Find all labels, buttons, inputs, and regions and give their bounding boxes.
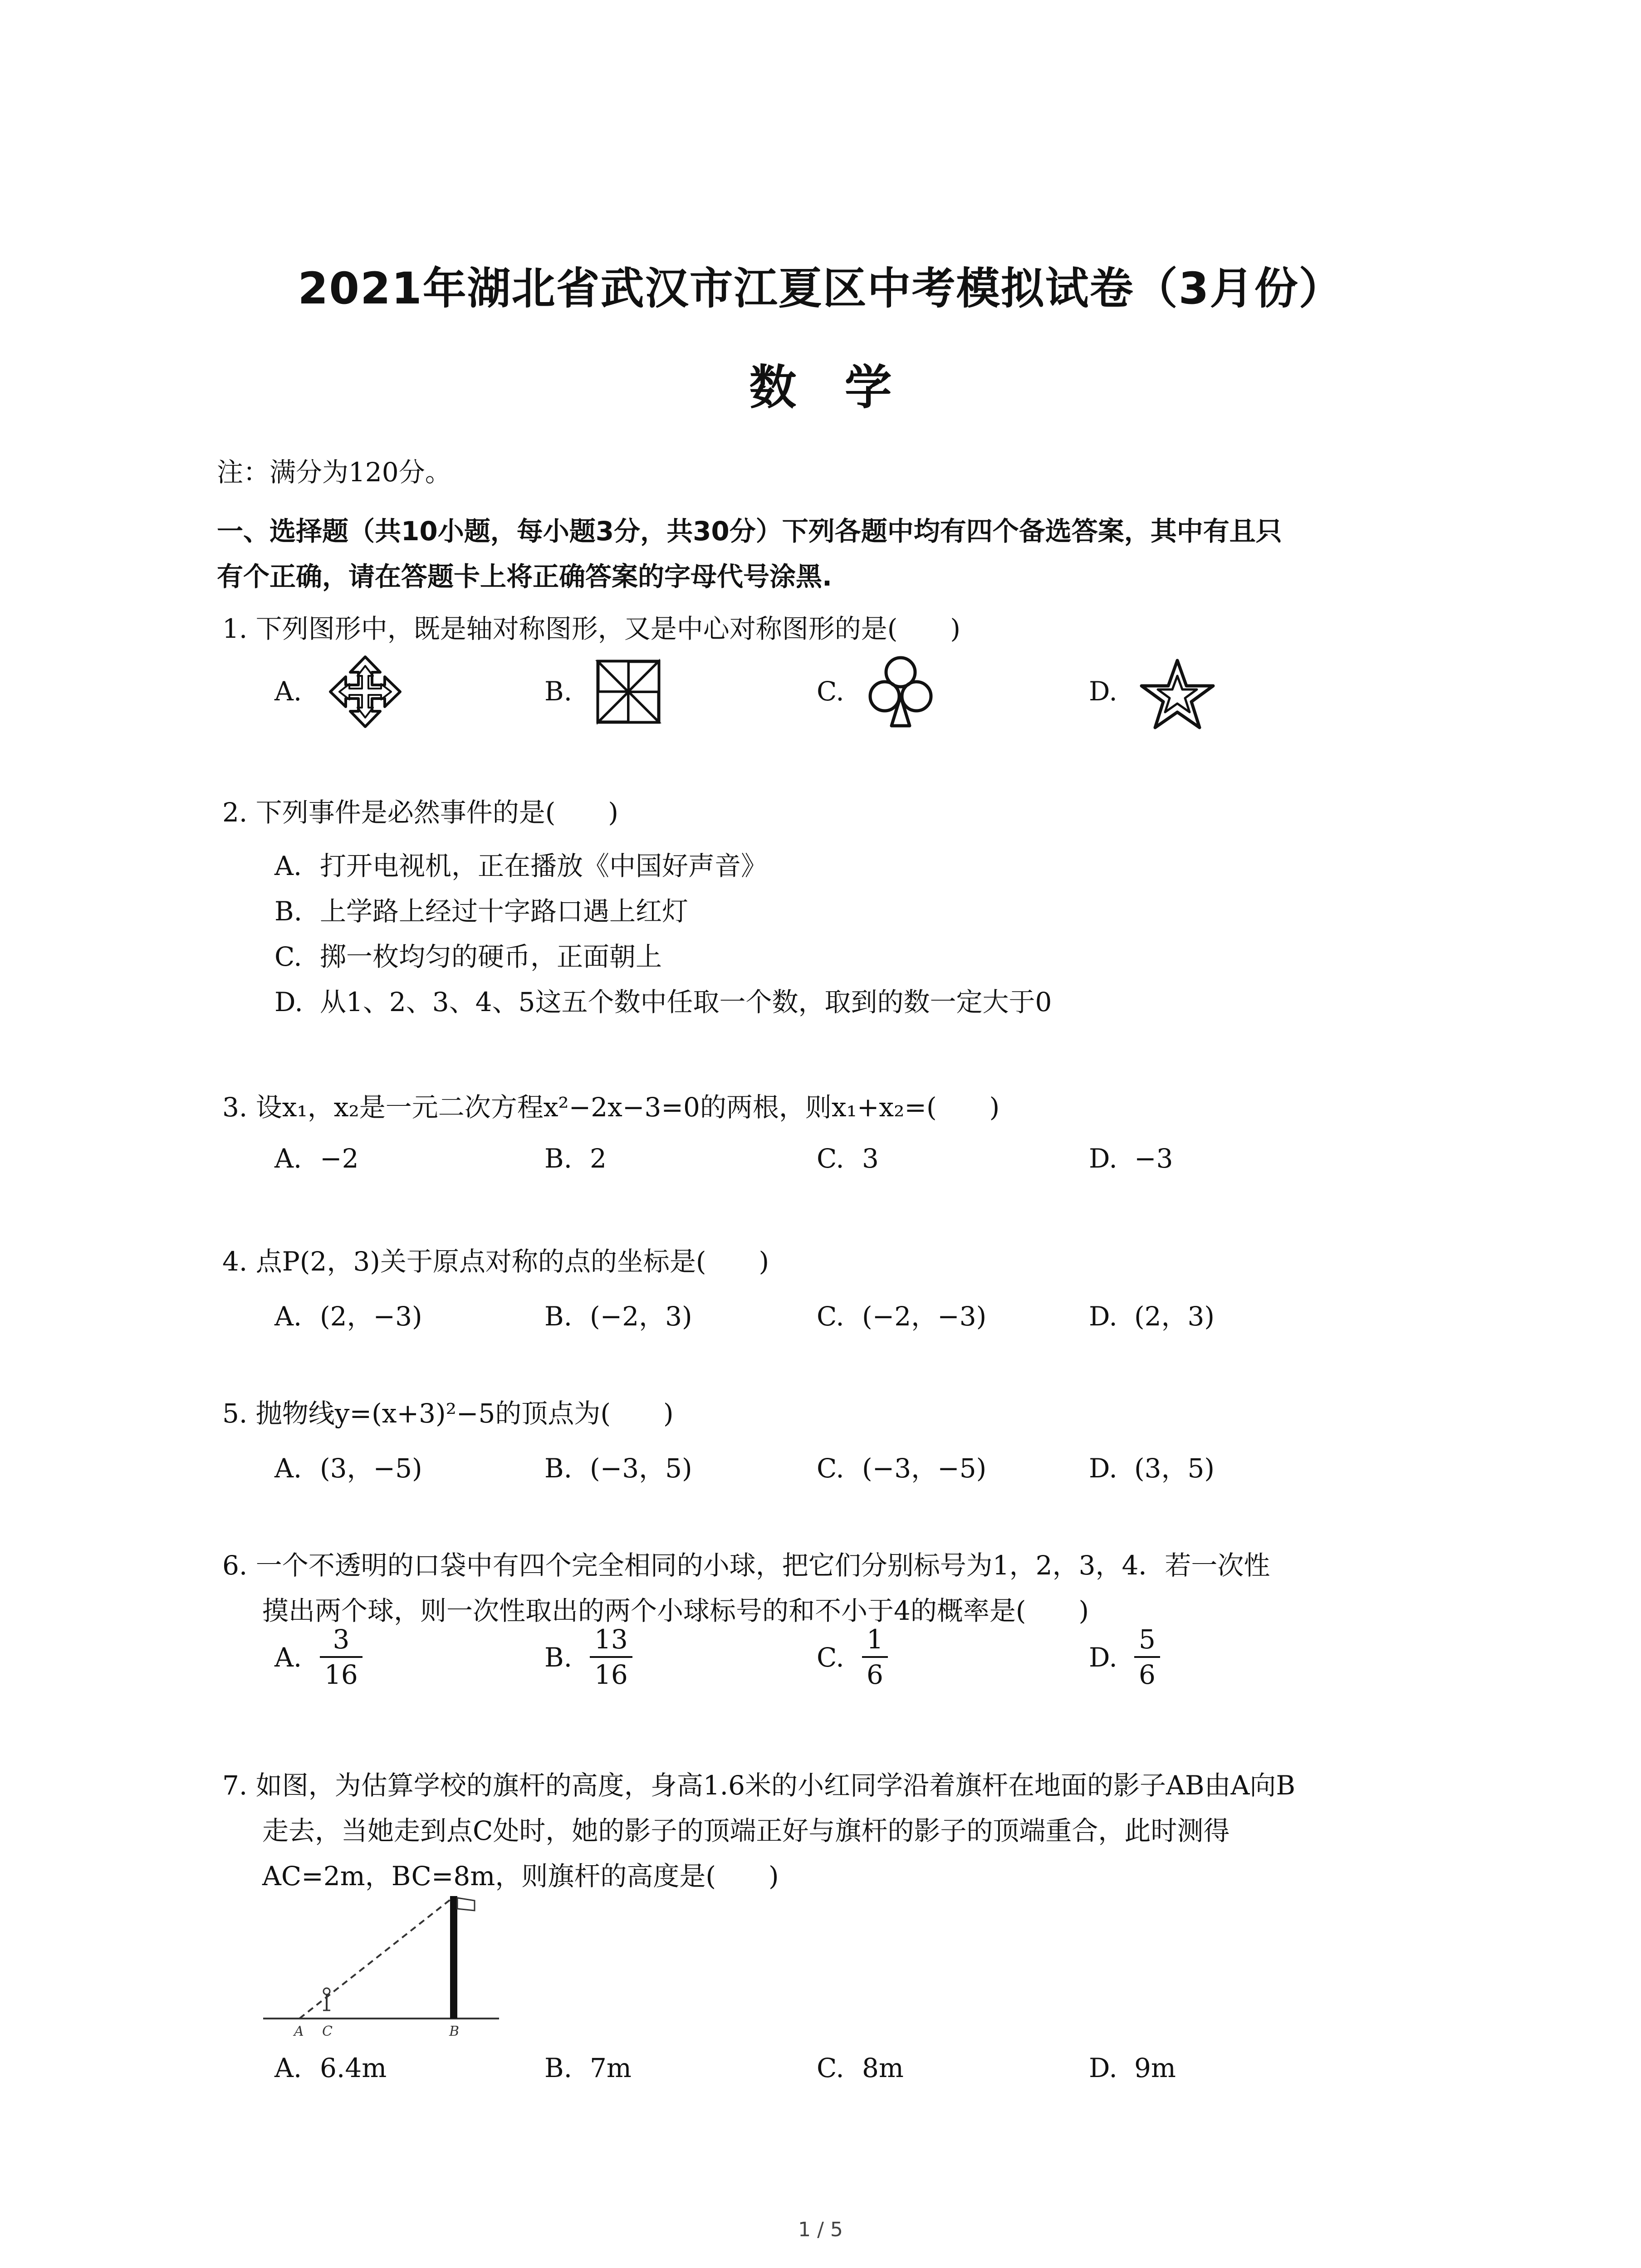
- question-7-stem: 7. 如图，为估算学校的旗杆的高度，身高1.6米的小红同学沿着旗杆在地面的影子AB由A向B: [222, 1770, 1296, 1801]
- option-label: D.: [1089, 1143, 1117, 1174]
- point-a-label: A: [294, 2024, 304, 2039]
- q4-option-b[interactable]: [544, 1295, 692, 1333]
- option-text: 2: [590, 1143, 607, 1174]
- option-text: 9m: [1134, 2053, 1176, 2083]
- question-2-stem: 2. 下列事件是必然事件的是( ): [222, 797, 619, 828]
- question-7-stem-cont-2: AC=2m，BC=8m，则旗杆的高度是( ): [262, 1861, 779, 1892]
- section-heading-line-2: 有个正确，请在答题卡上将正确答案的字母代号涂黑.: [217, 561, 833, 592]
- four-arrows-icon: [327, 653, 404, 730]
- section-heading-line-1: 一、选择题（共10小题，每小题3分，共30分）下列各题中均有四个备选答案，其中有且只: [217, 516, 1282, 547]
- q6-option-a-label[interactable]: A.: [274, 1642, 302, 1673]
- option-text: (3，5): [1134, 1453, 1215, 1484]
- option-label: A.: [274, 676, 302, 707]
- option-text: 7m: [590, 2053, 632, 2083]
- q6-option-d-label[interactable]: D.: [1089, 1642, 1117, 1673]
- q3-option-c[interactable]: [817, 1143, 879, 1174]
- q6-option-c-label[interactable]: C.: [817, 1642, 844, 1673]
- star-icon: [1139, 658, 1216, 730]
- club-icon: [867, 653, 935, 730]
- q5-option-b[interactable]: [544, 1447, 692, 1485]
- q6-option-d-fraction: [1134, 1626, 1160, 1688]
- option-label: D.: [1089, 676, 1117, 707]
- option-text: −3: [1134, 1143, 1173, 1174]
- denominator: 16: [320, 1656, 362, 1688]
- q1-option-a[interactable]: [274, 676, 302, 707]
- denominator: 6: [862, 1656, 888, 1688]
- q3-option-a[interactable]: [274, 1143, 359, 1174]
- q4-option-d[interactable]: [1089, 1295, 1215, 1333]
- option-label: C.: [817, 1453, 844, 1484]
- q7-option-c[interactable]: [817, 2053, 904, 2083]
- exam-title: 2021年湖北省武汉市江夏区中考模拟试卷（3月份）: [298, 263, 1343, 314]
- option-label: D.: [1089, 2053, 1117, 2083]
- q1-option-c[interactable]: [817, 676, 844, 707]
- q3-option-b[interactable]: [544, 1143, 607, 1174]
- option-text: (2，−3): [320, 1301, 422, 1332]
- q2-option-c[interactable]: [274, 935, 662, 973]
- numerator: 3: [333, 1624, 350, 1655]
- numerator: 5: [1139, 1624, 1156, 1655]
- q4-option-c[interactable]: [817, 1295, 986, 1333]
- option-label: C.: [817, 1301, 844, 1332]
- option-label: C.: [817, 1143, 844, 1174]
- option-text: (3，−5): [320, 1453, 422, 1484]
- question-3-stem: 3. 设x₁，x₂是一元二次方程x²−2x−3=0的两根，则x₁+x₂=( ): [222, 1092, 1000, 1123]
- point-c-label: C: [322, 2024, 333, 2039]
- option-text: (−3，−5): [862, 1453, 987, 1484]
- option-text: 掷一枚均匀的硬币，正面朝上: [320, 941, 662, 972]
- option-label: C.: [274, 941, 302, 972]
- option-label: D.: [1089, 1301, 1117, 1332]
- q7-option-d[interactable]: [1089, 2053, 1176, 2083]
- option-label: A.: [274, 850, 302, 881]
- option-text: 8m: [862, 2053, 904, 2083]
- option-text: 打开电视机，正在播放《中国好声音》: [320, 850, 768, 881]
- q7-option-b[interactable]: [544, 2053, 632, 2083]
- option-label: B.: [544, 1453, 573, 1484]
- question-1-stem: 1. 下列图形中，既是轴对称图形，又是中心对称图形的是( ): [222, 613, 961, 644]
- option-text: 3: [862, 1143, 879, 1174]
- q5-option-d[interactable]: [1089, 1447, 1215, 1485]
- denominator: 16: [590, 1656, 632, 1688]
- numerator: 13: [594, 1624, 628, 1655]
- option-text: (−3，5): [590, 1453, 692, 1484]
- option-text: (−2，−3): [862, 1301, 987, 1332]
- q6-option-a-fraction: [320, 1626, 362, 1688]
- q6-option-c-fraction: [862, 1626, 888, 1688]
- option-label: B.: [544, 1143, 573, 1174]
- option-label: B.: [544, 676, 573, 707]
- pinwheel-icon: [594, 658, 662, 726]
- option-label: B.: [274, 896, 303, 927]
- q2-option-d[interactable]: [274, 981, 1052, 1019]
- q1-option-d[interactable]: [1089, 676, 1117, 707]
- q2-option-b[interactable]: [274, 890, 688, 928]
- option-label: B.: [544, 1301, 573, 1332]
- denominator: 6: [1134, 1656, 1160, 1688]
- option-label: A.: [274, 2053, 302, 2083]
- option-text: −2: [320, 1143, 359, 1174]
- option-label: C.: [817, 676, 844, 707]
- option-text: 上学路上经过十字路口遇上红灯: [320, 896, 689, 927]
- option-text: (2，3): [1134, 1301, 1215, 1332]
- q3-option-d[interactable]: [1089, 1143, 1173, 1174]
- subject-title: 数 学: [749, 360, 892, 415]
- q4-option-a[interactable]: [274, 1295, 422, 1333]
- question-5-stem: 5. 抛物线y=(x+3)²−5的顶点为( ): [222, 1398, 674, 1429]
- question-6-stem-cont: 摸出两个球，则一次性取出的两个小球标号的和不小于4的概率是( ): [262, 1595, 1089, 1626]
- flagpole-figure: [254, 1892, 508, 2041]
- score-note: 注：满分为120分。: [217, 457, 451, 488]
- q5-option-c[interactable]: [817, 1447, 986, 1485]
- option-label: A.: [274, 1453, 302, 1484]
- q6-option-b-fraction: [590, 1626, 632, 1688]
- option-text: (−2，3): [590, 1301, 692, 1332]
- q6-option-b-label[interactable]: B.: [544, 1642, 573, 1673]
- q5-option-a[interactable]: [274, 1447, 422, 1485]
- question-6-stem: 6. 一个不透明的口袋中有四个完全相同的小球，把它们分别标号为1，2，3，4．若一次性: [222, 1550, 1270, 1581]
- numerator: 1: [867, 1624, 883, 1655]
- option-label: A.: [274, 1301, 302, 1332]
- option-label: D.: [274, 987, 303, 1017]
- point-b-label: B: [449, 2024, 460, 2039]
- q2-option-a[interactable]: [274, 845, 767, 883]
- option-text: 6.4m: [320, 2053, 387, 2083]
- q1-option-b[interactable]: [544, 676, 572, 707]
- option-label: D.: [1089, 1453, 1117, 1484]
- option-text: 从1、2、3、4、5这五个数中任取一个数，取到的数一定大于0: [320, 987, 1052, 1017]
- option-label: A.: [274, 1143, 302, 1174]
- page-number: 1 / 5: [798, 2218, 843, 2241]
- question-4-stem: 4. 点P(2，3)关于原点对称的点的坐标是( ): [222, 1246, 769, 1277]
- question-7-stem-cont: 走去，当她走到点C处时，她的影子的顶端正好与旗杆的影子的顶端重合，此时测得: [262, 1815, 1230, 1846]
- option-label: B.: [544, 2053, 573, 2083]
- option-label: C.: [817, 2053, 844, 2083]
- q7-option-a[interactable]: [274, 2053, 387, 2083]
